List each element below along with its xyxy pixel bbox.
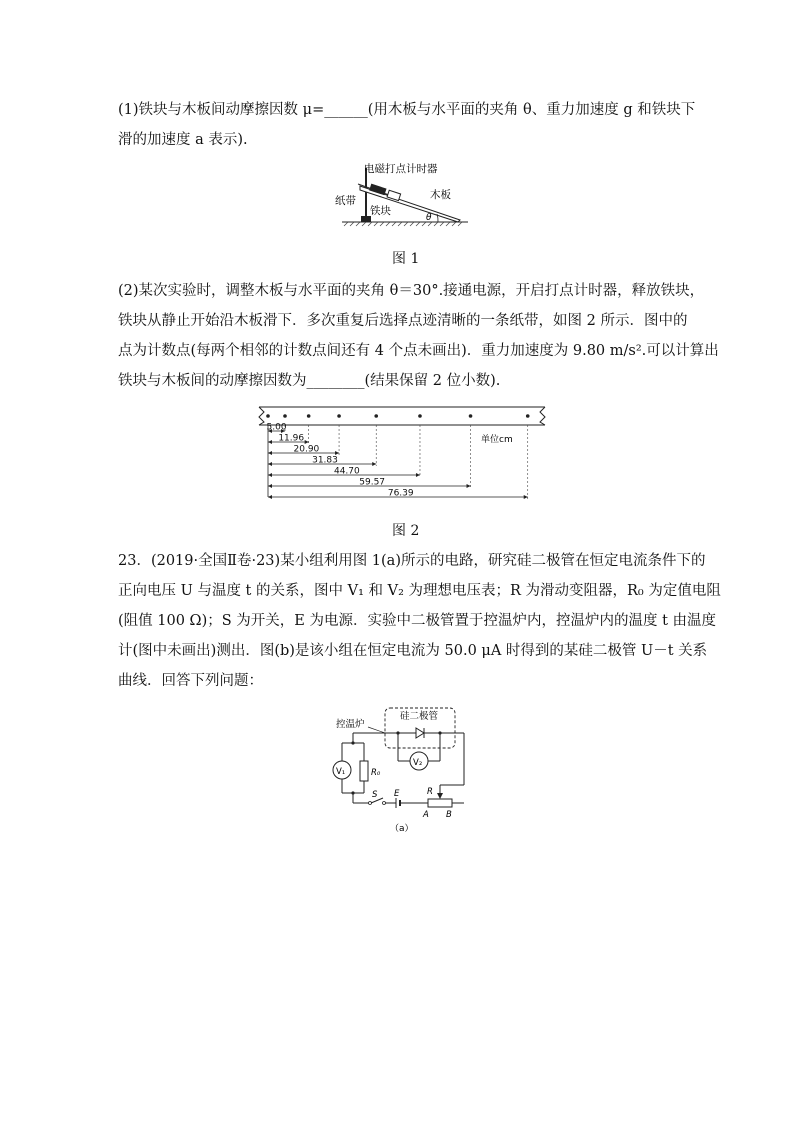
q2-line-1: (2)某次实验时，调整木板与水平面的夹角 θ＝30°.接通电源，开启打点计时器，释放铁块， <box>118 283 705 299</box>
label-a: A <box>423 810 429 820</box>
tape-dot <box>526 414 530 418</box>
distance-label: 76.39 <box>387 488 414 499</box>
tape-dot-origin <box>266 414 270 418</box>
label-diode: 硅二极管 <box>400 711 439 722</box>
q2-line-2: 铁块从静止开始沿木板滑下．多次重复后选择点迹清晰的一条纸带，如图 2 所示．图中的 <box>118 313 688 329</box>
label-b: B <box>446 810 452 820</box>
label-block: 铁块 <box>370 205 391 217</box>
label-board: 木板 <box>430 189 451 201</box>
q23-line-2: 正向电压 U 与温度 t 的关系，图中 V₁ 和 V₂ 为理想电压表；R 为滑动变阻器，R₀ 为定值电阻 <box>118 583 721 599</box>
figure-1-incline <box>330 160 480 230</box>
q23-line-3: (阻值 100 Ω)；S 为开关，E 为电源．实验中二极管置于控温炉内，控温炉内的温度 t 由温度 <box>118 613 717 629</box>
q1-line-1: (1)铁块与木板间动摩擦因数 μ=______(用木板与水平面的夹角 θ、重力加速度 g 和铁块下 <box>118 102 696 118</box>
distance-label: 5.00 <box>266 422 287 433</box>
label-timer: 电磁打点计时器 <box>364 163 438 175</box>
q1-line-2: 滑的加速度 a 表示). <box>118 132 248 148</box>
distance-label: 31.83 <box>312 455 338 466</box>
distance-label: 20.90 <box>293 444 320 455</box>
label-r: R <box>427 787 433 797</box>
distance-label: 59.57 <box>359 477 386 488</box>
label-oven: 控温炉 <box>336 719 365 730</box>
figure-3-caption: （a） <box>390 824 414 834</box>
label-v2: V₂ <box>413 758 423 768</box>
q2-line-3: 点为计数点(每两个相邻的计数点间还有 4 个点未画出)．重力加速度为 9.80 m/s².可以计算出 <box>118 343 719 359</box>
unit-label: 单位cm <box>481 435 513 445</box>
label-v1: V₁ <box>336 767 346 777</box>
tape-dot <box>283 414 287 418</box>
tape-dot <box>307 414 311 418</box>
tape-dot <box>469 414 473 418</box>
q23-line-1: 23．(2019·全国Ⅱ卷·23)某小组利用图 1(a)所示的电路，研究硅二极管在恒定电流条件下的 <box>118 553 706 569</box>
tape-dot <box>337 414 341 418</box>
tape-dot <box>418 414 422 418</box>
q2-line-4: 铁块与木板间的动摩擦因数为________(结果保留 2 位小数). <box>118 373 501 389</box>
label-e: E <box>394 789 400 799</box>
label-r0: R₀ <box>371 768 381 778</box>
label-s: S <box>372 790 378 800</box>
distance-label: 44.70 <box>333 466 360 477</box>
figure-2-caption: 图 2 <box>392 523 420 539</box>
figure-2-tape <box>255 405 550 505</box>
label-theta: θ <box>426 213 432 223</box>
distance-label: 11.96 <box>278 433 305 444</box>
tape-dot <box>374 414 378 418</box>
figure-3-circuit <box>328 705 473 835</box>
label-tape: 纸带 <box>335 195 356 207</box>
figure-1-caption: 图 1 <box>392 251 420 267</box>
q23-line-5: 曲线．回答下列问题： <box>118 673 263 689</box>
q23-line-4: 计(图中未画出)测出．图(b)是该小组在恒定电流为 50.0 μA 时得到的某硅二极管 U－t 关系 <box>118 643 708 659</box>
